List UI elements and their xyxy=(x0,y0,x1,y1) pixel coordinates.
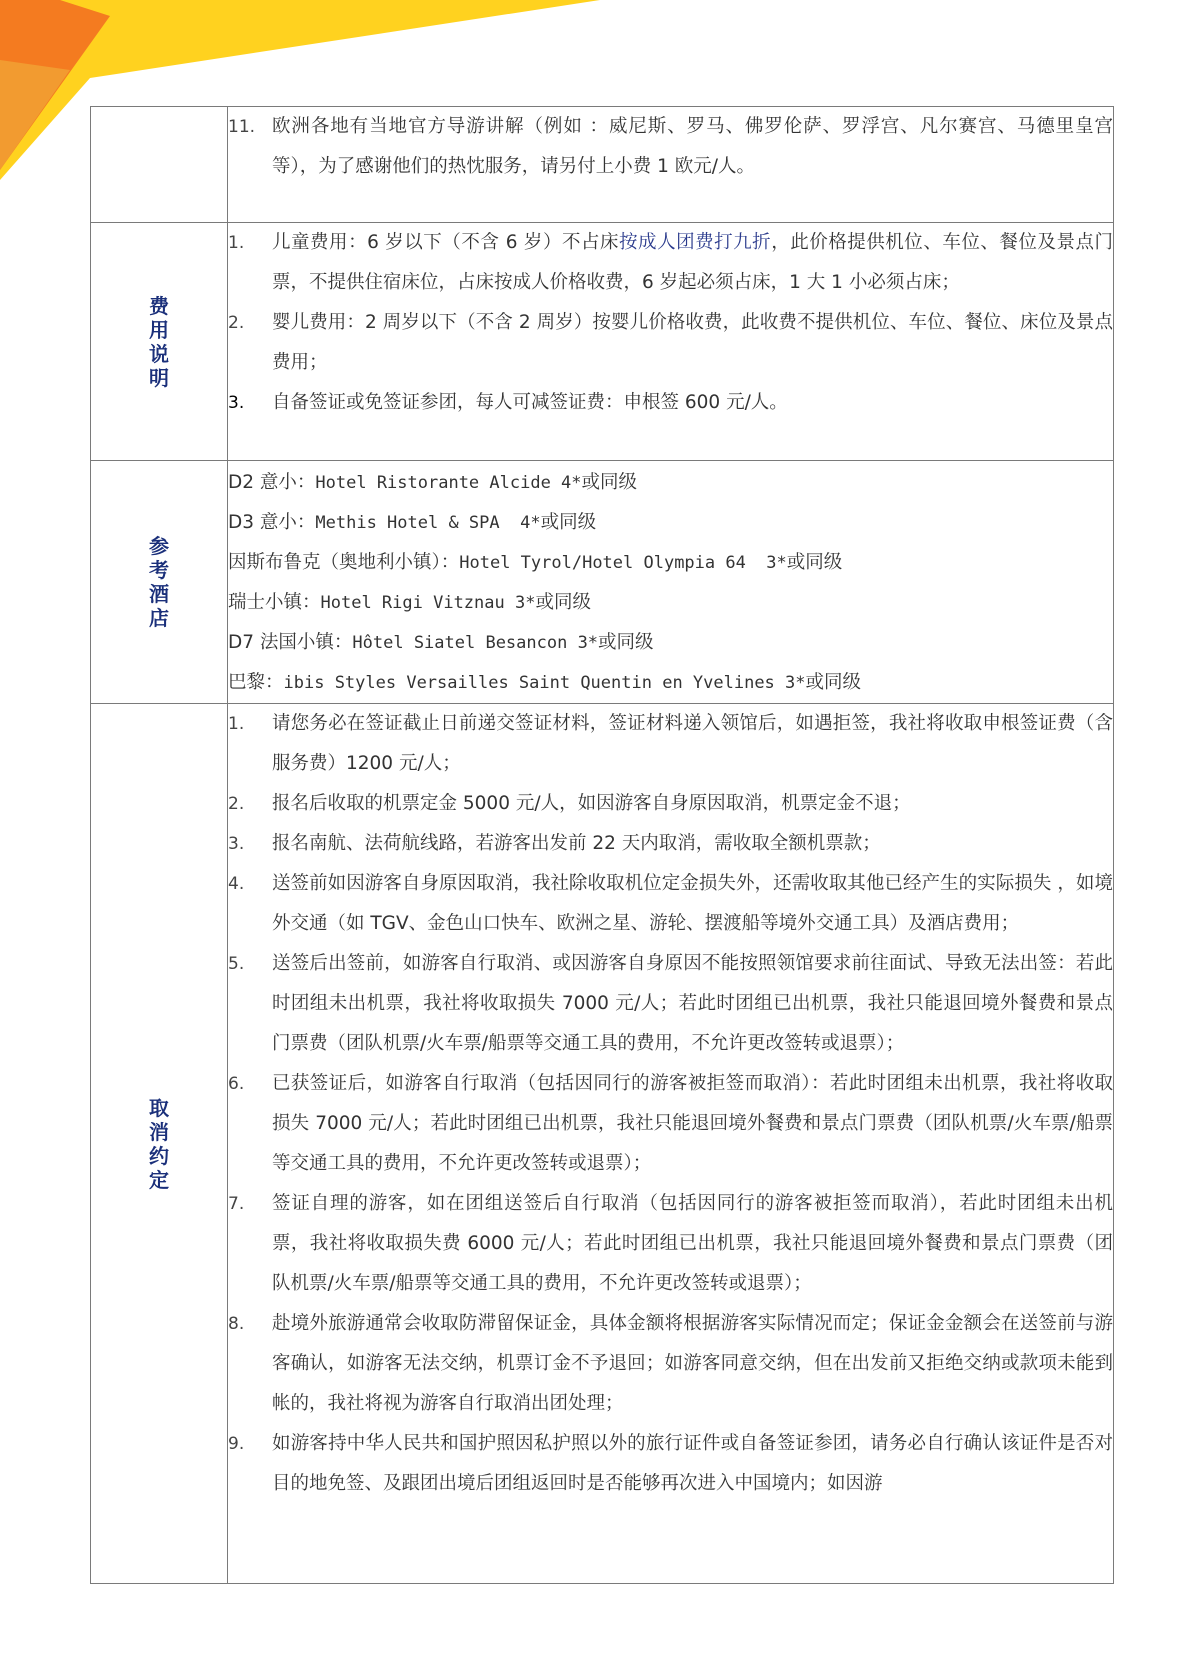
list-item: 3. 自备签证或免签证参团，每人可减签证费：申根签 600 元/人。 xyxy=(228,392,788,413)
hotel-line: D2 意小：Hotel Ristorante Alcide 4*或同级 xyxy=(228,472,638,493)
hotel-line: 因斯布鲁克（奥地利小镇）：Hotel Tyrol/Hotel Olympia 64 3*或同级 xyxy=(228,552,843,573)
hotel-line: 巴黎：ibis Styles Versailles Saint Quentin en Yvelines 3*或同级 xyxy=(228,672,862,693)
fees-content xyxy=(228,223,1114,461)
cancel-label: 取消约定 xyxy=(149,1095,169,1192)
cancel-content xyxy=(228,704,1114,1584)
hotels-label: 参考酒店 xyxy=(149,534,169,630)
list-item: 9. 如游客持中华人民共和国护照因私护照以外的旅行证件或自备签证参团，请务必自行确认该证件是否对目的地免签、及跟团出境后团组返回时是否能够再次进入中国境内；如因游 xyxy=(228,1433,1113,1494)
hotels-label-cell xyxy=(91,461,228,704)
list-item: 3. 报名南航、法荷航线路，若游客出发前 22 天内取消，需收取全额机票款； xyxy=(228,833,881,854)
hotels-content xyxy=(228,461,1114,704)
list-item: 8. 赴境外旅游通常会收取防滞留保证金，具体金额将根据游客实际情况而定；保证金金额会在送签前与游客确认，如游客无法交纳，机票订金不予退回；如游客同意交纳，但在出发前又拒绝交纳或款项未能到帐的，我社将视为游客自行取消出团处理； xyxy=(228,1313,1113,1414)
highlight-text: 按成人团费打九折 xyxy=(619,232,772,253)
row-cancel xyxy=(91,704,1114,1584)
row-tipping-content xyxy=(228,107,1114,223)
fees-label-cell xyxy=(91,223,228,461)
list-item: 7. 签证自理的游客，如在团组送签后自行取消（包括因同行的游客被拒签而取消），若此时团组未出机票，我社将收取损失费 6000 元/人；若此时团组已出机票，我社只能退回境外餐费和景点门票费（团队机票/火车票/船票等交通工具的费用，不允许更改签转或退票）； xyxy=(228,1193,1113,1294)
hotel-line: D3 意小：Methis Hotel & SPA 4*或同级 xyxy=(228,512,597,533)
list-item: 11. 欧洲各地有当地官方导游讲解（例如 ：威尼斯、罗马、佛罗伦萨、罗浮宫、凡尔赛宫、马德里皇宫等），为了感谢他们的热忱服务，请另付上小费 1 欧元/人。 xyxy=(228,116,1113,177)
list-item: 1. 儿童费用：6 岁以下（不含 6 岁）不占床按成人团费打九折，此价格提供机位、车位、餐位及景点门票，不提供住宿床位，占床按成人价格收费，6 岁起必须占床，1 大 1 小必须占床； xyxy=(228,232,1113,293)
hotel-line: D7 法国小镇：Hôtel Siatel Besancon 3*或同级 xyxy=(228,632,654,653)
list-item: 2. 婴儿费用：2 周岁以下（不含 2 周岁）按婴儿价格收费，此收费不提供机位、车位、餐位、床位及景点费用； xyxy=(228,312,1113,373)
row-hotels xyxy=(91,461,1114,704)
row-tipping-label xyxy=(91,107,228,223)
itinerary-table xyxy=(90,106,1114,1584)
list-item: 6. 已获签证后，如游客自行取消（包括因同行的游客被拒签而取消）：若此时团组未出机票，我社将收取损失 7000 元/人；若此时团组已出机票，我社只能退回境外餐费和景点门票费（团队机票/火车票/船票等交通工具的费用，不允许更改签转或退票）； xyxy=(228,1073,1113,1174)
list-item: 2. 报名后收取的机票定金 5000 元/人，如因游客自身原因取消，机票定金不退； xyxy=(228,793,911,814)
list-item: 1. 请您务必在签证截止日前递交签证材料，签证材料递入领馆后，如遇拒签，我社将收取申根签证费（含服务费）1200 元/人； xyxy=(228,713,1113,774)
row-tipping xyxy=(91,107,1114,223)
list-item: 4. 送签前如因游客自身原因取消，我社除收取机位定金损失外，还需收取其他已经产生的实际损失 ，如境外交通（如 TGV、金色山口快车、欧洲之星、游轮、摆渡船等境外交通工具）及酒店费用； xyxy=(228,873,1113,934)
list-item: 5. 送签后出签前，如游客自行取消、或因游客自身原因不能按照领馆要求前往面试、导致无法出签：若此时团组未出机票，我社将收取损失 7000 元/人；若此时团组已出机票，我社只能退回境外餐费和景点门票费（团队机票/火车票/船票等交通工具的费用，不允许更改签转或退票）； xyxy=(228,953,1113,1054)
row-fees xyxy=(91,223,1114,461)
hotel-line: 瑞士小镇：Hotel Rigi Vitznau 3*或同级 xyxy=(228,592,591,613)
cancel-label-cell xyxy=(91,704,228,1584)
fees-label: 费用说明 xyxy=(149,293,169,390)
